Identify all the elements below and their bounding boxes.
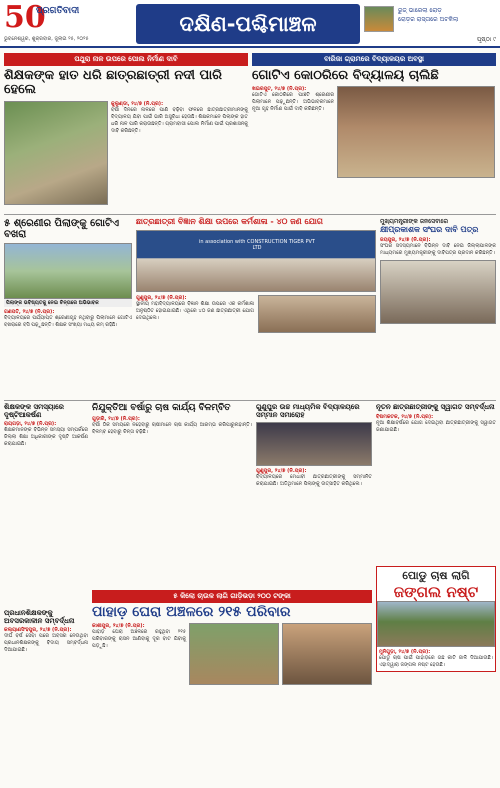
story9-dateline: ବିଷମକଟକ, ୨୪/୭ (ନି.ପ୍ର): [376,413,434,420]
story2-kicker: ବାରିଜା ଗ୍ରାମରେ ବିଦ୍ୟାଳୟର ଅବସ୍ଥା [252,53,496,66]
story-teachers-river [4,53,248,205]
story4-stage-banner: in association with CONSTRUCTION TIGER PVT LTD [199,238,315,251]
story11-headline: ପ୍ରଧାନଶିକ୍ଷକଙ୍କୁ ଅବସରକାଳୀନ ସମ୍ବର୍ଦ୍ଧନା [4,609,75,625]
story7-headline: ନିଯୁକ୍ତିଆ ବର୍ଷାରୁ ଚାଷ କାର୍ଯ୍ୟ ବିଳମ୍ବିତ [92,403,231,413]
story1-kicker: ପଥୁରା ନାଳ ଉପରେ ପୋଲ ନିର୍ମାଣ ଦାବି [4,53,248,66]
story2-photo-classroom [337,86,495,178]
story6-body: ଶିକ୍ଷକମାନଙ୍କ ବିଭିନ୍ନ ସମସ୍ୟା ସମ୍ପର୍କରେ ଜିଲ୍ଲା ଶିକ୍ଷା ଅଧିକାରୀଙ୍କ ଦୃଷ୍ଟି ଆକର୍ଷଣ କରାଯାଇଛି। [4,427,88,448]
story10-headline-line1: ପୋଡୁ ଚାଷ ଲାଗି [402,569,470,582]
story8-body: ବିଦ୍ୟାଳୟରେ ମେଧାବୀ ଛାତ୍ରଛାତ୍ରୀଙ୍କୁ ସମ୍ମାନିତ କରାଯାଇଛି। ଅତିଥିମାନେ ପିଲାଙ୍କୁ ଉତ୍ସାହିତ କରିଥିଲେ। [256,474,372,488]
story-delayed-farming [92,404,252,436]
story-teacher-problems [4,404,88,448]
story9-headline: ନୂତନ ଛାତ୍ରଛାତ୍ରୀଙ୍କୁ ସ୍ୱାଗତ ସମ୍ବର୍ଦ୍ଧନା [376,403,495,411]
story11-dateline: କଲ୍ୟାଣସିଂହପୁର, ୨୪/୭ (ନି.ପ୍ର): [4,627,72,634]
story4-body: ସ୍ଥାନୀୟ ମହାବିଦ୍ୟାଳୟରେ ବିଜ୍ଞାନ ଶିକ୍ଷା ଉପରେ ଏକ କର୍ମଶାଳା ଅନୁଷ୍ଠିତ ହୋଇଯାଇଛି। ଏଥିରେ ୪୦ ଜଣ ଛାତ୍ରଛାତ୍ରୀ ଯୋଗ ଦେଇଥିଲେ। [136,300,254,321]
story4-photo-stage [136,230,376,292]
story5-kicker: ମୁଖ୍ୟମନ୍ତ୍ରୀଙ୍କ ଜନସେବାରେ [380,218,449,225]
story9-body: ନୂଆ ଶିକ୍ଷାବର୍ଷରେ ଯୋଗ ଦେଇଥିବା ଛାତ୍ରଛାତ୍ରୀଙ୍କୁ ସ୍ୱାଗତ ଜଣାଯାଇଛି। [376,419,496,433]
story6-dateline: ରାୟଗଡ଼ା, ୨୪/୭ (ନି.ପ୍ର): [4,421,57,428]
story-five-classes [4,218,132,329]
story12-body: ପାହାଡ଼ ଘେରା ଅଞ୍ଚଳରେ ରହୁଥିବା ୨୧୫ ପରିବାରଙ୍କୁ ରାସନ ଆଣିବାକୁ ଦୂର ବାଟ ଯିବାକୁ ପଡ଼ୁଛି। [92,629,186,650]
story-hill-families [92,590,372,685]
story12-kicker: ୫ କିଲୋ ଚାଉଳ ଲାଗି ଗାଡ଼ିଭଡ଼ା ୨୦୦ ଟଙ୍କା [92,590,372,603]
story-welcome-students [376,404,496,434]
story4-dateline: ଗୁଣୁପୁର, ୨୪/୭ (ନି.ପ୍ର): [136,294,187,301]
story4-headline: ଛାତ୍ରଛାତ୍ରୀ ବିଜ୍ଞାନ ଶିକ୍ଷା ଉପରେ କର୍ମଶାଳା - ୪୦ ଜଣ ଯୋଗ [136,217,323,226]
masthead [0,0,500,48]
section-divider-2 [4,400,496,401]
story8-headline: ଗୁଣୁପୁର ଉଚ୍ଚ ମାଧ୍ୟମିକ ବିଦ୍ୟାଳୟରେ ସମ୍ମାନ ସମାରୋହ [256,403,360,419]
story-memorandum [380,218,496,324]
story2-body: ଗୋଟିଏ କୋଠରିରେ ପାଞ୍ଚଟି ଶ୍ରେଣୀର ପିଲାମାନେ ପଢ଼ୁଛନ୍ତି। ଅଭିଭାବକମାନେ ନୂଆ ଗୃହ ନିର୍ମାଣ ପାଇଁ ଦାବି କରିଛନ୍ତି। [252,92,334,113]
story3-photo-school-building [4,243,132,299]
story12-headline: ପାହାଡ଼ ଘେରା ଅଞ୍ଚଳରେ ୨୧୫ ପରିବାର [92,604,291,620]
story1-dateline: କୁଲୁଣ୍ଡା, ୨୪/୭ (ନି.ପ୍ର): [111,100,164,107]
story8-photo-event [256,422,372,466]
story-one-room-school [252,53,496,178]
story5-photo-meeting [380,260,496,324]
story5-dateline: ଜୟପୁର, ୨୪/୭ (ନି.ପ୍ର): [380,236,431,243]
masthead-photo [364,6,394,32]
story12-photo-villagers [189,623,279,685]
story-podu-farming [376,566,496,672]
section-divider [4,214,496,215]
teaser-line-1: ରୁଜ୍ ଭାରେଲା ରୋଡ଼ [398,7,442,14]
story10-headline-line2: ଜଙ୍ଗଲ ନଷ୍ଟ [393,583,479,601]
story10-dateline: ମୁନିଗୁଡ଼ା, ୨୪/୭ (ନି.ପ୍ର): [379,649,431,655]
masthead-date: ଭୁବନେଶ୍ୱର, ଶୁକ୍ରବାର, ଜୁଲାଇ ୨୫, ୨୦୨୫ [4,36,89,42]
story8-dateline: ଗୁଣୁପୁର, ୨୪/୭ (ନି.ପ୍ର): [256,468,307,475]
story-science-workshop [136,218,376,333]
story-felicitation [256,404,372,488]
story10-photo-cleared-hill [377,601,495,647]
masthead-teaser [398,6,496,24]
story10-body: ପୋଡୁ ଚାଷ ପାଇଁ ପାହାଡ଼ରେ ଗଛ କାଟି ଜାଳି ଦିଆଯାଉଛି। ଏହାଦ୍ୱାରା ଜଙ୍ଗଲ ନଷ୍ଟ ହେଉଛି। [379,655,493,668]
story5-body: ସଂଘର ସଦସ୍ୟମାନେ ବିଭିନ୍ନ ଦାବି ନେଇ ଜିଲ୍ଲାପାଳଙ୍କ ମାଧ୍ୟମରେ ମୁଖ୍ୟମନ୍ତ୍ରୀଙ୍କୁ ଦାବିପତ୍ର ପ୍ରଦାନ କରିଛନ୍ତି। [380,242,496,256]
page-number: ପୃଷ୍ଠା ୯ [476,36,496,43]
story2-dateline: ଖଇରପୁଟ, ୨୪/୭ (ନି.ପ୍ର): [252,86,307,93]
story12-dateline: କାଶୀପୁର, ୨୪/୭ (ନି.ପ୍ର): [92,623,145,630]
story7-body: ବର୍ଷା ଠିକ ସମୟରେ ନହେବାରୁ ଚାଷୀମାନେ ଚାଷ କାର୍ଯ୍ୟ ଆରମ୍ଭ କରିପାରୁନାହାନ୍ତି। ବିଳମ୍ବ ହେବାରୁ ଚିନ୍ତା ବଢ଼ିଛି। [92,421,252,435]
story1-headline: ଶିକ୍ଷକଙ୍କ ହାତ ଧରି ଛାତ୍ରଛାତ୍ରୀ ନଦୀ ପାରି ହେଲେ [4,68,223,98]
story12-photo-hut [282,623,372,685]
paper-name: ପ୍ରଗତିବାଦୀ [36,6,80,16]
anniversary-logo: 50 [4,0,46,35]
story-retirement [4,610,88,654]
story3-body: ବିଦ୍ୟାଳୟରେ ପର୍ଯ୍ୟାପ୍ତ ଶ୍ରେଣୀଗୃହ ନଥିବାରୁ ପିଲାମାନେ ଗୋଟିଏ ବଖରାରେ ବସି ପଢ଼ୁଛନ୍ତି। ଶିକ୍ଷକ ସଂଖ୍ୟା ମଧ୍ୟ କମ୍ ରହିଛି। [4,315,132,328]
teaser-line-2: ରୋଡ଼ର ରାସ୍ତାରେ ଅଟକିଲା [398,16,459,23]
section-banner: ଦକ୍ଷିଣ-ପଶ୍ଚିମାଞ୍ଚଳ [136,4,360,44]
story7-dateline: ଗୁଡ଼ାରି, ୨୪/୭ (ନି.ପ୍ର): [92,415,140,422]
story3-dateline: ଗଣପତି, ୨୪/୭ (ନି.ପ୍ର): [4,309,55,315]
story11-body: ଦୀର୍ଘ ବର୍ଷ ସେବା ପରେ ଅବସର ନେଉଥିବା ପ୍ରଧାନଶିକ୍ଷକଙ୍କୁ ବିଦାୟ ସମ୍ବର୍ଦ୍ଧନା ଦିଆଯାଇଛି। [4,633,88,654]
story5-headline: କ୍ଷୀପ୍ରକାଶକ ସଂଘର ଦାବି ପତ୍ର [380,225,479,234]
story2-headline: ଗୋଟିଏ କୋଠରିରେ ବିଦ୍ୟାଳୟ ଚାଲିଛି [252,68,439,83]
story3-headline: ୫ ଶ୍ରେଣୀର ପିଲାଙ୍କୁ ଗୋଟିଏ ବଖରା [4,218,119,240]
story1-body: ବର୍ଷା ଦିନରେ ନାଳରେ ପାଣି ବଢ଼ିବା ଫଳରେ ଛାତ୍ରଛାତ୍ରୀମାନଙ୍କୁ ବିଦ୍ୟାଳୟ ଯିବା ପାଇଁ ଭାରି ଅସୁବିଧା ହେଉଛି। ଶିକ୍ଷକମାନେ ପିଲାଙ୍କ ହାତ ଧରି ନାଳ ପାରି କରାଉଛନ୍ତି। ଗ୍ରାମବାସୀ ପୋଲ ନିର୍ମାଣ ପାଇଁ ପ୍ରଶାସନକୁ ଦାବି କରିଛନ୍ତି। [111,106,248,134]
story4-photo-participants [258,295,376,333]
story6-headline: ଶିକ୍ଷକଙ୍କ ସମସ୍ୟାରେ ଦୃଷ୍ଟିଆକର୍ଷଣ [4,403,64,419]
story3-caption: ପିଲାଙ୍କ ଭବିଷ୍ୟତକୁ ନେଇ ଚିନ୍ତାରେ ଅଭିଭାବକ [4,299,132,307]
story1-photo-river-crossing [4,101,108,205]
